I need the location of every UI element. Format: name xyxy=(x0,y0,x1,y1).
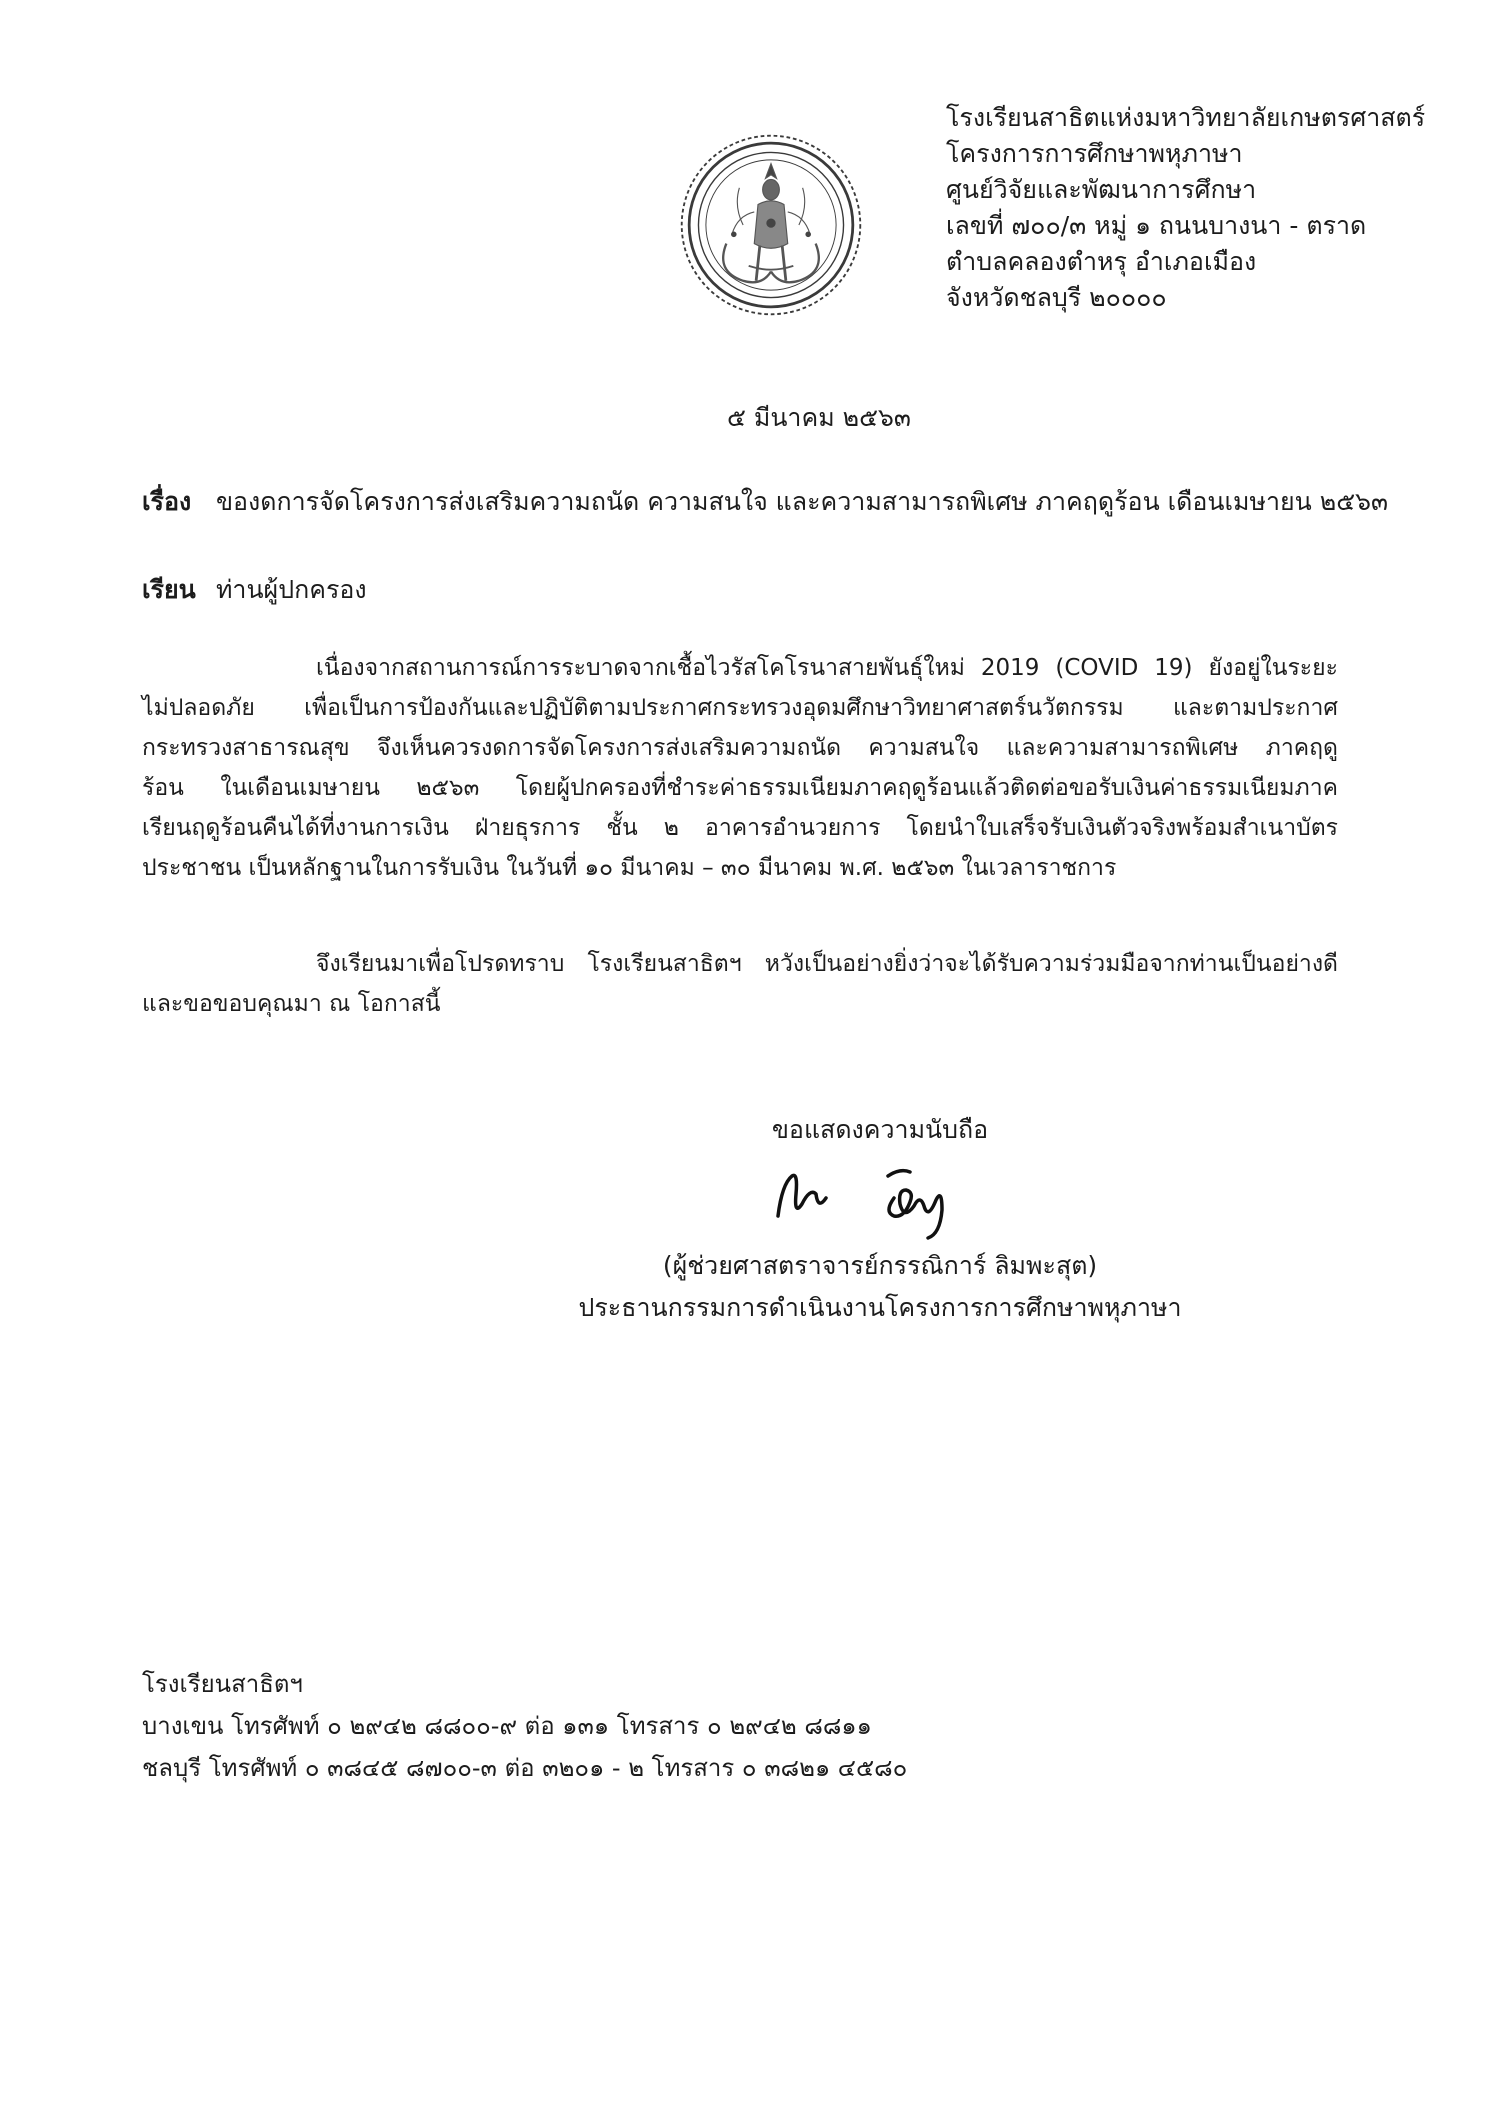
footer-chonburi-contact: ชลบุรี โทรศัพท์ ๐ ๓๘๔๕ ๘๗๐๐-๓ ต่อ ๓๒๐๑ - ๒ โทรสาร ๐ ๓๘๒๑ ๔๕๘๐ xyxy=(142,1754,908,1782)
contact-footer xyxy=(142,1663,907,1789)
body-paragraph-1 xyxy=(142,648,1338,888)
subject-line xyxy=(142,482,1388,522)
subject-label: เรื่อง xyxy=(142,487,192,516)
school-seal-icon xyxy=(678,132,864,318)
salutation-label: เรียน xyxy=(142,575,196,604)
signer-position: ประธานกรรมการดำเนินงานโครงการการศึกษาพหุภาษา xyxy=(578,1293,1182,1322)
signer-name: (ผู้ช่วยศาสตราจารย์กรรณิการ์ ลิมพะสุต) xyxy=(662,1251,1098,1280)
address-line-street: เลขที่ ๗๐๐/๓ หมู่ ๑ ถนนบางนา - ตราด xyxy=(946,211,1367,240)
paragraph-line: จึงเรียนมาเพื่อโปรดทราบ โรงเรียนสาธิตฯ หวังเป็นอย่างยิ่งว่าจะได้รับความร่วมมือจากท่านเป็นอย่างดี xyxy=(316,951,1338,977)
footer-bangkhen-contact: บางเขน โทรศัพท์ ๐ ๒๙๔๒ ๘๘๐๐-๙ ต่อ ๑๓๑ โทรสาร ๐ ๒๙๔๒ ๘๘๑๑ xyxy=(142,1712,872,1740)
address-line-district: ตำบลคลองตำหรุ อำเภอเมือง xyxy=(946,247,1257,276)
salutation-line xyxy=(142,570,367,610)
paragraph-line: เรียนฤดูร้อนคืนได้ที่งานการเงิน ฝ่ายธุรการ ชั้น ๒ อาคารอำนวยการ โดยนำใบเสร็จรับเงินตัวจริงพร้อมสำเนาบัตร xyxy=(142,815,1338,841)
address-line-center: ศูนย์วิจัยและพัฒนาการศึกษา xyxy=(946,175,1257,204)
paragraph-line: ร้อน ในเดือนเมษายน ๒๕๖๓ โดยผู้ปกครองที่ชำระค่าธรรมเนียมภาคฤดูร้อนแล้วติดต่อขอรับเงินค่าธรรมเนียมภาค xyxy=(142,775,1338,801)
paragraph-line: กระทรวงสาธารณสุข จึงเห็นควรงดการจัดโครงการส่งเสริมความถนัด ความสนใจ และความสามารถพิเศษ ภาคฤดู xyxy=(142,735,1338,761)
address-line-province: จังหวัดชลบุรี ๒๐๐๐๐ xyxy=(946,283,1167,312)
paragraph-line: และขอขอบคุณมา ณ โอกาสนี้ xyxy=(142,991,441,1017)
paragraph-line: ประชาชน เป็นหลักฐานในการรับเงิน ในวันที่ ๑๐ มีนาคม – ๓๐ มีนาคม พ.ศ. ๒๕๖๓ ในเวลาราชการ xyxy=(142,855,1117,881)
school-address-block xyxy=(946,100,1425,316)
letter-date: ๕ มีนาคม ๒๕๖๓ xyxy=(727,403,911,432)
salutation-text: ท่านผู้ปกครอง xyxy=(215,575,367,604)
subject-text: ของดการจัดโครงการส่งเสริมความถนัด ความสนใจ และความสามารถพิเศษ ภาคฤดูร้อน เดือนเมษายน ๒๕๖๓ xyxy=(215,487,1389,516)
address-line-school: โรงเรียนสาธิตแห่งมหาวิทยาลัยเกษตรศาสตร์ xyxy=(946,103,1426,132)
address-line-project: โครงการการศึกษาพหุภาษา xyxy=(946,139,1243,168)
paragraph-line: เนื่องจากสถานการณ์การระบาดจากเชื้อไวรัสโคโรนาสายพันธุ์ใหม่ 2019 (COVID 19) ยังอยู่ในระยะ xyxy=(316,655,1338,681)
handwritten-signature xyxy=(764,1154,994,1244)
body-paragraph-2 xyxy=(142,944,1338,1024)
footer-school: โรงเรียนสาธิตฯ xyxy=(142,1670,303,1698)
paragraph-line: ไม่ปลอดภัย เพื่อเป็นการป้องกันและปฏิบัติตามประกาศกระทรวงอุดมศึกษาวิทยาศาสตร์นวัตกรรม และตามประกาศ xyxy=(142,695,1338,721)
closing-text: ขอแสดงความนับถือ xyxy=(771,1115,989,1144)
